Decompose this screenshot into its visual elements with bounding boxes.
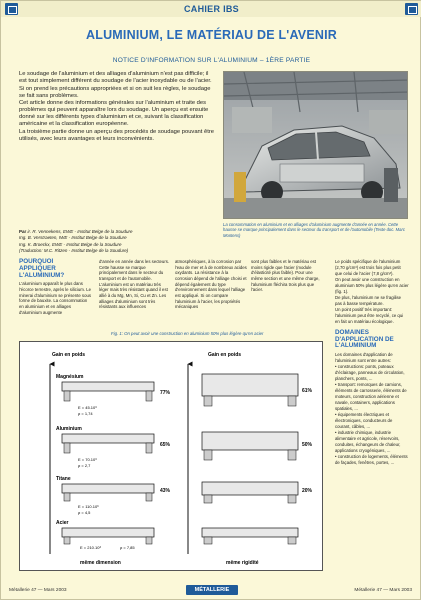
column-text: L'aluminium apparaît le plus dans l'écorce terrestre, après le silicium. Le minerai d'aluminium se présente sous forme de bauxite. La consommation en aluminium et en alliages d'aluminium augmente [19, 281, 91, 315]
domain-item: • constructions: ponts, poteaux d'éclairage, panneaux de circulation, planchers, ponts, ... [335, 364, 405, 382]
photo-caption: La consommation en aluminium et en alliages d'aluminium augmente d'année en année. Cette hausse se marque principalement dans le secteur du transport et de l'automobile (Texte doc. Marc Montens) [223, 222, 405, 238]
intro-paragraph: La troisième partie donne un aperçu des procédés de soudage pouvant être utilisés, avec leurs avantages et leurs inconvénients. [19, 128, 214, 142]
titane-bar [62, 484, 154, 501]
rigidity-profile-1 [202, 374, 298, 406]
text-column: sont plus faibles et le matériau est moins rigide que l'acier (module d'élasticité plus faible). Pour une même section et une même charge, l'aluminium fléchira trois plus que l'acier. [251, 259, 320, 293]
car-body-image [224, 72, 408, 219]
titane-modulus: E = 110.10³ [78, 504, 99, 509]
acier-density: ρ = 7,85 [120, 545, 135, 550]
titane-density: ρ = 4,5 [78, 510, 91, 515]
text-column [19, 259, 91, 315]
intro-paragraph: Cet article donne des informations générales sur l'aluminium et traite des problèmes qui peuvent apparaître lors du soudage. Un aperçu est ensuite donné sur les différents types d'aluminium et ce, suivant la classification américaine et la classification européenne. [19, 100, 209, 128]
rigidity-gain: 20% [302, 488, 313, 494]
aluminium-label: Aluminium [56, 426, 82, 432]
author-list [19, 229, 219, 255]
domains-intro: Les domaines d'application de l'aluminium sont entre autres: [335, 352, 393, 364]
ibs-logo-icon [405, 3, 418, 15]
text-column: d'année en année dans les secteurs. Cette hausse se marque principalement dans le secteur du transport et de l'automobile. L'aluminium est un matériau très léger mais très résistant quand il est allié à du Mg, Mn, Si, Cu et Zn. Les alliages d'aluminium sont très résistants aux influences [99, 259, 170, 310]
footer-left: Métallerie 47 — Mars 2003 [9, 588, 67, 593]
text-column: atmosphériques, à la corrosion par l'eau de mer et à de nombreux acides oxydants. La résistance à la corrosion dépend de l'alliage choisi et dépend également du type d'environnement dans lequel l'alliage est appliqué. Si on compare l'aluminium à l'acier, les propriétés mécaniques [175, 259, 247, 310]
domain-item: • construction de logements, éléments de façades, fenêtres, portes, ... [335, 454, 408, 465]
acier-modulus: E = 210.10³ [80, 545, 101, 550]
figure-caption: Fig. 1: On peut avoir une construction en aluminium 50% plus légère qu'en acier [111, 331, 264, 336]
body-columns [19, 258, 320, 321]
domain-item: • transport: remorques de camions, éléments de carrosserie, éléments de moteurs, construction aérienne et navale, containers, applications spatiales, ... [335, 382, 407, 411]
weight-gain-diagram [20, 342, 322, 570]
titane-label: Titane [56, 476, 71, 482]
intro-paragraph: Si on prend les précautions appropriées et si on suit les règles, le soudage se fait sans problèmes. [19, 85, 211, 99]
acier-label: Acier [56, 520, 69, 526]
magnesium-density: ρ = 1,74 [78, 411, 93, 416]
right-paragraph: Un point positif très important: l'aluminium peut être recyclé, ce qui en fait un matériau écologique. [335, 307, 404, 324]
section-label: CAHIER IBS [183, 4, 239, 14]
page-title: ALUMINIUM, LE MATÉRIAU DE L'AVENIR [86, 28, 337, 42]
right-bottom-label: même rigidité [226, 560, 259, 566]
magnesium-label: Magnésium [56, 374, 84, 380]
domain-item: • industrie chimique, industrie alimentaire et agricole, réservoirs, conduites, échangeurs de chaleur, applications cryogéniques, ... [335, 430, 401, 453]
magnesium-modulus: E = 45.10³ [78, 405, 97, 410]
magnesium-gain: 77% [160, 390, 171, 396]
domain-item: • équipements électriques et électroniques, conducteurs de courant, câbles, ... [335, 412, 393, 429]
left-bottom-label: même dimension [80, 560, 121, 566]
page-subtitle: NOTICE D'INFORMATION SUR L'ALUMINIUM – 1ÈRE PARTIE [112, 57, 311, 64]
rigidity-profile-3 [202, 482, 298, 503]
figure-1 [19, 341, 323, 571]
intro-paragraph: Le soudage de l'aluminium et des alliages d'aluminium n'est pas difficile; il est tout simplement différent du soudage de l'acier inoxydable ou de l'acier. [19, 71, 212, 85]
domains-heading: DOMAINES D'APPLICATION DE L'ALUMINIUM [335, 328, 394, 350]
left-axis-label: Gain en poids [52, 352, 86, 358]
magnesium-bar [62, 382, 154, 401]
rigidity-profile-2 [202, 432, 298, 460]
aluminium-bar [62, 434, 154, 453]
intro-text [19, 71, 215, 143]
right-paragraph: De plus, l'aluminium ne se fragilise pas à basse température. [335, 295, 402, 306]
right-paragraph: Le poids spécifique de l'aluminium (2,70 g/cm³) est trois fois plus petit que celui de l'acier (7,8 g/cm³). [335, 259, 401, 276]
author-line: (Traduction: M.C. Ritzen - Institut Belge de la Soudure) [19, 248, 129, 254]
right-axis-label: Gain en poids [208, 352, 242, 358]
rigidity-gain: 50% [302, 442, 313, 448]
author-line: Ing. B. Verstraeten, IWE - Institut Belge de la Soudure [19, 235, 127, 241]
section-heading: POURQUOI APPLIQUER L'ALUMINIUM? [19, 258, 65, 279]
author-line: Ing. K. Broeckx, EWE - Institut Belge de la Soudure [19, 241, 122, 247]
aluminium-gain: 65% [160, 442, 171, 448]
rigidity-profile-4 [202, 528, 298, 544]
acier-bar [62, 528, 154, 544]
footer-badge: MÉTALLERIE [186, 585, 238, 595]
author-line: Par ir. R. Vennekens, EWE - Institut Belge de la Soudure [19, 229, 133, 234]
rigidity-gain: 61% [302, 388, 313, 394]
titane-gain: 43% [160, 488, 171, 494]
aluminium-density: ρ = 2,7 [78, 463, 91, 468]
header-bar [1, 1, 421, 17]
factory-photo [223, 71, 408, 219]
aluminium-modulus: E = 70.10³ [78, 457, 97, 462]
right-column [335, 259, 409, 466]
footer-right: Métallerie 47 — Mars 2003 [354, 588, 412, 593]
right-paragraph: On peut avoir une construction en aluminium 50% plus légère qu'en acier (fig. 1). [335, 277, 409, 294]
